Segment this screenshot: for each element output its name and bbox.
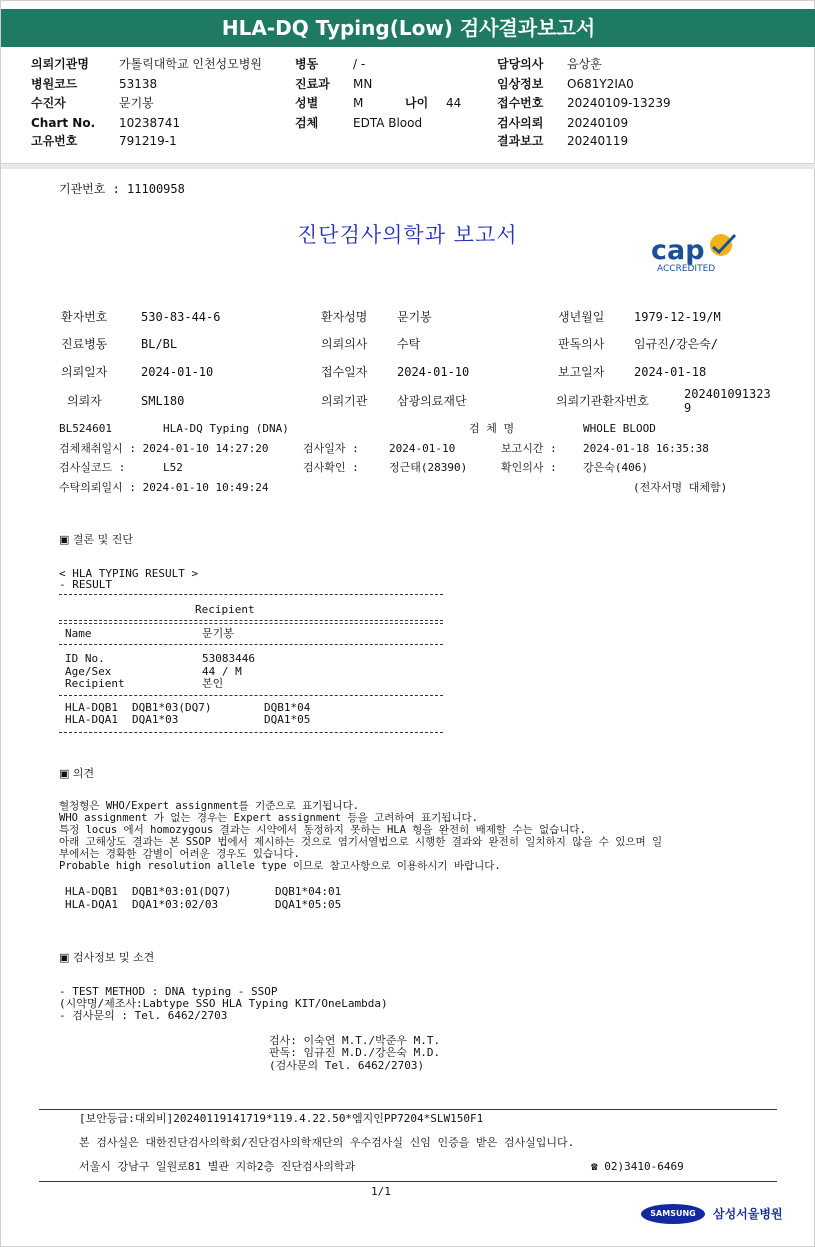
age-sex-label: Age/Sex [65,665,112,678]
opinion-line: 부에서는 경확한 감별이 어려운 경우도 있습니다. [59,848,300,860]
dqa1-locus: HLA-DQA1 [65,713,118,726]
footer-divider [39,1181,777,1182]
confirm-doctor-value: 강은숙(406) [583,461,648,474]
header-value: / - [353,57,366,71]
patient-field-label: 보고일자 [558,365,605,379]
recipient-value: 본인 [202,677,224,690]
patient-field-label: 의뢰자 [67,394,102,408]
header-label: 임상정보 [497,77,544,91]
inquiry-phone: - 검사문의 : Tel. 6462/2703 [59,1009,228,1022]
patient-field-value: 1979-12-19/M [634,310,721,324]
patient-field-label: 의뢰의사 [321,337,368,351]
patient-field-value: 삼광의료재단 [397,394,467,408]
opinion-line: Probable high resolution allele type 이므로 참고사항으로 이용하시기 바랍니다. [59,860,501,872]
result-subheader: - RESULT [59,578,112,591]
patient-field-label: 환자성명 [321,310,368,324]
dqb1-locus: HLA-DQB1 [65,701,118,714]
patient-field-value: 2024-01-10 [397,365,470,379]
divider [59,695,443,696]
test-date-value: 2024-01-10 [389,442,456,455]
header-value: 791219-1 [119,134,177,148]
divider [59,594,443,595]
id-label: ID No. [65,652,105,665]
header-value: 가톨릭대학교 인천성모병원 [119,57,262,71]
header-label: 병동 [295,57,319,71]
header-value: 10238741 [119,116,181,130]
header-label: 의뢰기관명 [31,57,89,71]
patient-field-label: 의뢰기관환자번호 [556,394,649,408]
header-value: 20240119 [567,134,629,148]
patient-field-value: 수탁 [397,337,421,351]
specimen-label: 검 체 명 [469,422,515,435]
dqb1-allele-1: DQB1*03(DQ7) [132,701,212,714]
phone-line: ☎ 02)3410-6469 [591,1160,684,1173]
result-header: < HLA TYPING RESULT > [59,567,199,580]
cap-logo-text: cap [651,235,705,266]
hires-dqb1-locus: HLA-DQB1 [65,885,118,898]
patient-field-value-cont: 9 [684,401,692,415]
hires-dqa1-allele-1: DQA1*03:02/03 [132,898,219,911]
header-value: 20240109-13239 [567,96,671,110]
header-value: 음상훈 [567,57,602,71]
examiner-signature: 검사: 이숙연 M.T./박준우 M.T. [269,1034,441,1047]
test-name: HLA-DQ Typing (DNA) [163,422,289,435]
patient-field-value: 임규진/강은숙/ [634,337,719,351]
report-title: HLA-DQ Typing(Low) 검사결과보고서 [1,9,815,47]
hires-dqa1-locus: HLA-DQA1 [65,898,118,911]
patient-field-label: 생년월일 [558,310,605,324]
test-code: BL524601 [59,422,112,435]
header-label: Chart No. [31,116,96,130]
cap-accredited-logo [649,229,753,277]
header-label: 고유번호 [31,134,78,148]
header-label: 담당의사 [497,57,544,71]
header-value: 44 [446,96,462,110]
footer-divider [39,1109,777,1110]
dqa1-allele-1: DQA1*03 [132,713,179,726]
section-opinion-heading: ▣ 의견 [59,767,95,780]
patient-field-value: 202401091323 [684,387,771,401]
collection-time: 검체채취일시 : 2024-01-10 14:27:20 [59,442,269,455]
section-result-heading: ▣ 결론 및 진단 [59,533,134,546]
divider [59,644,443,645]
header-label: 병원코드 [31,77,78,91]
lab-code-label: 검사실코드 : [59,461,126,474]
lab-code-value: L52 [163,461,183,474]
header-label: 검사의뢰 [497,116,544,130]
header-value: EDTA Blood [353,116,423,130]
samsung-logo: SAMSUNG [641,1204,705,1224]
test-date-label: 검사일자 : [303,442,359,455]
divider [59,620,443,621]
id-value: 53083446 [202,652,255,665]
header-label: 결과보고 [497,134,544,148]
header-value: 20240109 [567,116,629,130]
specimen-value: WHOLE BLOOD [583,422,656,435]
report-time-label: 보고시간 : [501,442,557,455]
header-label: 검체 [295,116,319,130]
dqa1-allele-2: DQA1*05 [264,713,311,726]
recipient-column-header: Recipient [195,603,255,616]
hospital-name: 삼성서울병원 [713,1207,783,1221]
header-value: M [353,96,364,110]
header-value: MN [353,77,373,91]
dqb1-allele-2: DQB1*04 [264,701,311,714]
recipient-label: Recipient [65,677,125,690]
patient-field-label: 의뢰기관 [321,394,368,408]
report-heading: 진단검사의학과 보고서 [297,223,518,247]
opinion-line: 특정 locus 에서 homozygous 결과는 시약에서 동정하지 못하는 HLA 형을 완전히 배제할 수는 없습니다. [59,824,586,836]
patient-field-value: SML180 [141,394,185,408]
header-label: 진료과 [295,77,330,91]
patient-field-value: 530-83-44-6 [141,310,221,324]
security-line: [보안등급:대외비]20240119141719*119.4.22.50*엠지인PP7204*SLW150F1 [79,1112,484,1125]
patient-field-value: 2024-01-10 [141,365,214,379]
patient-field-value: BL/BL [141,337,178,351]
page-number: 1/1 [371,1185,391,1198]
hires-dqb1-allele-2: DQB1*04:01 [275,885,342,898]
patient-field-value: 2024-01-18 [634,365,707,379]
divider [59,623,443,624]
patient-field-value: 문기봉 [397,310,432,324]
e-signature-note: (전자서명 대체함) [633,481,728,494]
contact-signature: (검사문의 Tel. 6462/2703) [269,1059,425,1072]
divider [59,732,443,733]
header-label: 나이 [405,96,429,110]
consign-time: 수탁의뢰일시 : 2024-01-10 10:49:24 [59,481,269,494]
patient-field-label: 진료병동 [61,337,108,351]
report-time-value: 2024-01-18 16:35:38 [583,442,709,455]
cap-logo-sub: ACCREDITED [657,264,716,274]
header-label: 접수번호 [497,96,544,110]
header-value: 문기봉 [119,96,154,110]
reagent-info: (시약명/제조사:Labtype SSO HLA Typing KIT/OneLambda) [59,997,388,1010]
patient-field-label: 환자번호 [61,310,108,324]
test-method: - TEST METHOD : DNA typing - SSOP [59,985,278,998]
verify-label: 검사확인 : [303,461,359,474]
patient-field-label: 판독의사 [558,337,605,351]
cap-logo-circle [710,234,732,256]
name-value: 문기봉 [202,627,234,640]
confirm-doctor-label: 확인의사 : [501,461,557,474]
reader-signature: 판독: 임규진 M.D./강은숙 M.D. [269,1046,441,1059]
opinion-line: 혈청형은 WHO/Expert assignment를 기준으로 표기됩니다. [59,800,360,812]
hires-dqb1-allele-1: DQB1*03:01(DQ7) [132,885,232,898]
certification-line: 본 검사실은 대한진단검사의학회/진단검사의학재단의 우수검사실 신임 인증을 받은 검사실입니다. [79,1136,575,1149]
header-value: 53138 [119,77,158,91]
patient-field-label: 의뢰일자 [61,365,108,379]
opinion-line: WHO assignment 가 없는 경우는 Expert assignment 등을 고려하여 표기됩니다. [59,812,478,824]
section-info-heading: ▣ 검사정보 및 소견 [59,951,155,964]
address-line: 서울시 강남구 일원로81 별관 지하2층 진단검사의학과 [79,1160,356,1173]
hires-dqa1-allele-2: DQA1*05:05 [275,898,342,911]
header-label: 성별 [295,96,319,110]
patient-field-label: 접수일자 [321,365,368,379]
age-sex-value: 44 / M [202,665,242,678]
verify-value: 정근태(28390) [389,461,468,474]
header-label: 수진자 [31,96,66,110]
header-value: O681Y2IA0 [567,77,634,91]
opinion-line: 아래 고해상도 결과는 본 SSOP 법에서 제시하는 것으로 염기서열법으로 시행한 결과와 완전히 일치하지 않을 수 있으며 일 [59,836,663,848]
header-separator [1,163,815,169]
institution-number: 기관번호 : 11100958 [59,182,185,196]
name-label: Name [65,627,92,640]
